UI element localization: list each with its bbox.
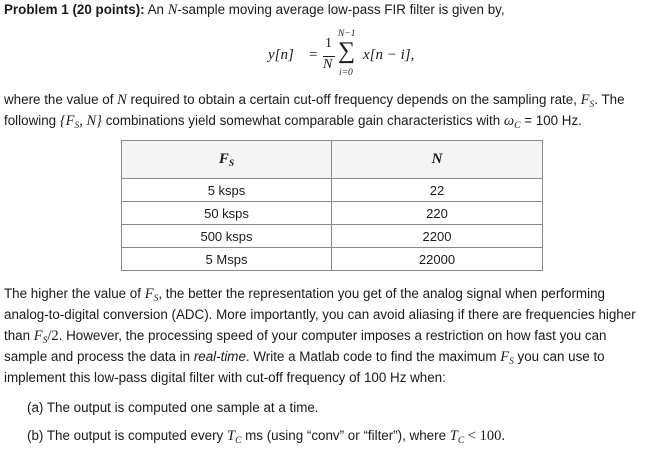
table-row (122, 248, 543, 271)
paragraph-2-line-2: analog-to-digital conversion (ADC). More importantly, you can avoid aliasing if there are frequencies higher (4, 307, 636, 322)
paragraph-1-line-2: following {$F_S$, N} combinations yield somewhat comparable gain characteristics with $\omega_C = 100$ Hz. (4, 113, 582, 131)
header-fs: $F_S$ (122, 141, 332, 179)
item-b: (b) The output is computed every $T_C$ ms (using “conv” or “filter”), where $T_C < 100$. (27, 428, 505, 446)
table-row (122, 202, 543, 225)
summation-symbol: ∑ (338, 38, 356, 64)
paragraph-2-line-1: The higher the value of $F_S$, the better the representation you get of the analog signal when performing (4, 286, 605, 304)
cell-n: 220 (332, 202, 543, 225)
cell-n: 2200 (332, 225, 543, 248)
paragraph-2-line-4: sample and process the data in real-time. Write a Matlab code to find the maximum $F_S$ you can use to (4, 349, 605, 367)
table-header-row (122, 141, 543, 179)
cell-n: 22000 (332, 248, 543, 271)
header-n: N (332, 141, 543, 179)
table-row (122, 225, 543, 248)
cell-fs: 5 ksps (122, 179, 332, 202)
table-row (122, 179, 543, 202)
problem-heading: Problem 1 (20 points): (4, 2, 145, 17)
fs-n-table (121, 140, 543, 271)
paragraph-2-line-3: than $F_S/2$. However, the processing speed of your computer imposes a restriction on how fast you can (4, 328, 607, 346)
paragraph-1-line-1: where the value of N required to obtain a certain cut-off frequency depends on the sampling rate, $F_S$. The (4, 92, 625, 110)
item-a: (a) The output is computed one sample at a time. (27, 400, 319, 415)
cell-fs: 5 Msps (122, 248, 332, 271)
moving-average-equation: y[n] = 1 N N−1 ∑ i=0 x[n − i], (268, 29, 415, 78)
cell-fs: 500 ksps (122, 225, 332, 248)
paragraph-2-line-5: implement this low-pass digital filter with cut-off frequency of 100 Hz when: (4, 370, 446, 385)
cell-fs: 50 ksps (122, 202, 332, 225)
problem-intro: Problem 1 (20 points): An N-sample moving average low-pass FIR filter is given by, (4, 2, 505, 18)
cell-n: 22 (332, 179, 543, 202)
